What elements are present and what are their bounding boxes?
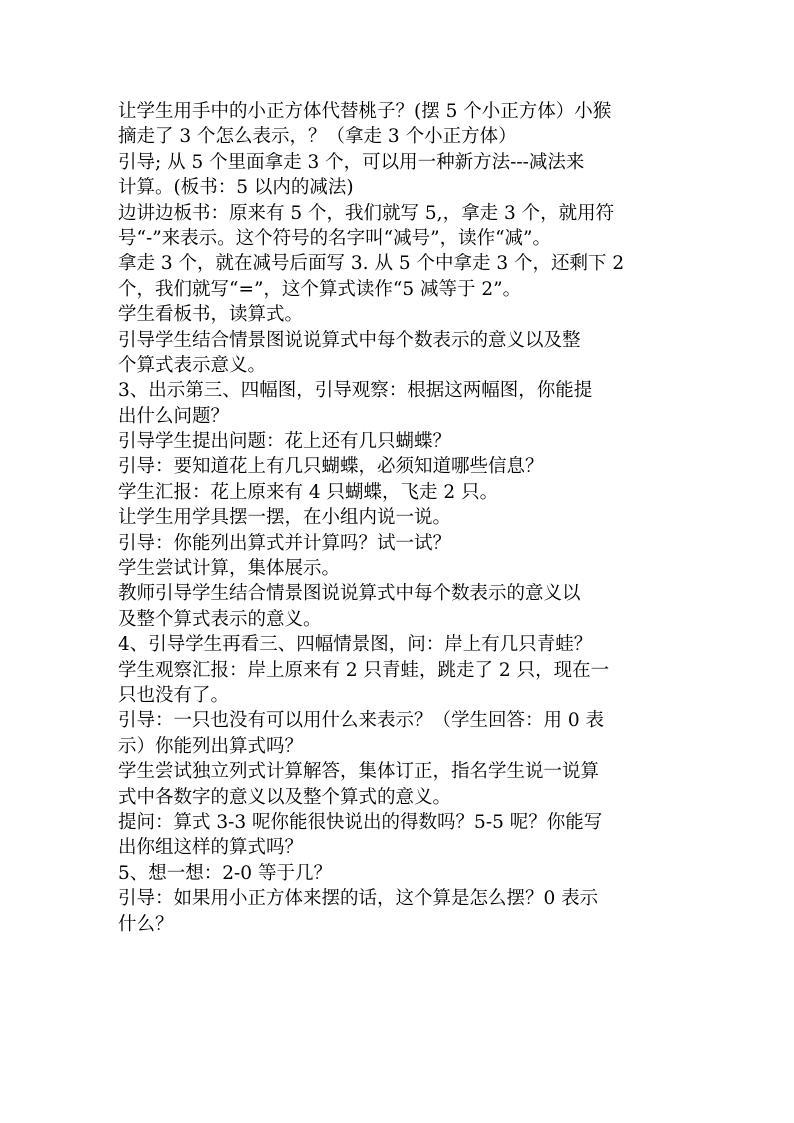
text-line: 引导; 从 5 个里面拿走 3 个，可以用一种新方法---减法来	[118, 151, 585, 173]
text-line: 及整个算式表示的意义。	[118, 608, 322, 630]
text-line: 计算。(板书：5 以内的减法)	[118, 177, 354, 199]
text-line: 让学生用学具摆一摆，在小组内说一说。	[118, 507, 452, 529]
text-line: 只也没有了。	[118, 684, 230, 706]
text-line: 提问：算式 3-3 呢你能很快说出的得数吗？5-5 呢？你能写	[118, 811, 603, 833]
text-line: 引导：你能列出算式并计算吗？试一试？	[118, 532, 452, 554]
text-line: 3、出示第三、四幅图，引导观察：根据这两幅图，你能提	[118, 380, 593, 402]
text-line: 摘走了 3 个怎么表示，？（拿走 3 个小正方体）	[118, 126, 517, 148]
text-line: 个，我们就写“=”，这个算式读作“5 减等于 2”。	[118, 278, 522, 300]
text-line: 引导学生提出问题：花上还有几只蝴蝶？	[118, 431, 452, 453]
text-line: 学生汇报：花上原来有 4 只蝴蝶，飞走 2 只。	[118, 481, 499, 503]
text-line: 边讲边板书：原来有 5 个，我们就写 5,，拿走 3 个，就用符	[118, 202, 615, 224]
text-line: 什么？	[118, 913, 174, 935]
text-line: 4、引导学生再看三、四幅情景图，问：岸上有几只青蛙？	[118, 634, 593, 656]
text-line: 出什么问题？	[118, 405, 230, 427]
document-body	[118, 99, 678, 937]
text-line: 拿走 3 个，就在减号后面写 3. 从 5 个中拿走 3 个，还剩下 2	[118, 253, 625, 275]
text-line: 出你组这样的算式吗？	[118, 837, 304, 859]
text-line: 5、想一想：2-0 等于几？	[118, 862, 332, 884]
text-line: 学生尝试独立列式计算解答，集体订正，指名学生说一说算	[118, 761, 600, 783]
text-line: 引导：一只也没有可以用什么来表示？（学生回答：用 0 表	[118, 710, 605, 732]
text-line: 教师引导学生结合情景图说说算式中每个数表示的意义以	[118, 583, 581, 605]
text-line: 示）你能列出算式吗？	[118, 735, 304, 757]
text-line: 引导学生结合情景图说说算式中每个数表示的意义以及整	[118, 329, 581, 351]
text-line: 引导：要知道花上有几只蝴蝶，必须知道哪些信息？	[118, 456, 544, 478]
text-line: 引导：如果用小正方体来摆的话，这个算是怎么摆？0 表示	[118, 888, 599, 910]
text-line: 式中各数字的意义以及整个算式的意义。	[118, 786, 452, 808]
text-line: 学生尝试计算，集体展示。	[118, 558, 341, 580]
text-line: 学生观察汇报：岸上原来有 2 只青蛙，跳走了 2 只，现在一	[118, 659, 610, 681]
text-line: 号“-”来表示。这个符号的名字叫“减号”，读作“减”。	[118, 227, 551, 249]
text-line: 个算式表示意义。	[118, 354, 267, 376]
text-line: 让学生用手中的小正方体代替桃子？(摆 5 个小正方体）小猴	[118, 101, 612, 122]
text-line: 学生看板书，读算式。	[118, 304, 304, 326]
